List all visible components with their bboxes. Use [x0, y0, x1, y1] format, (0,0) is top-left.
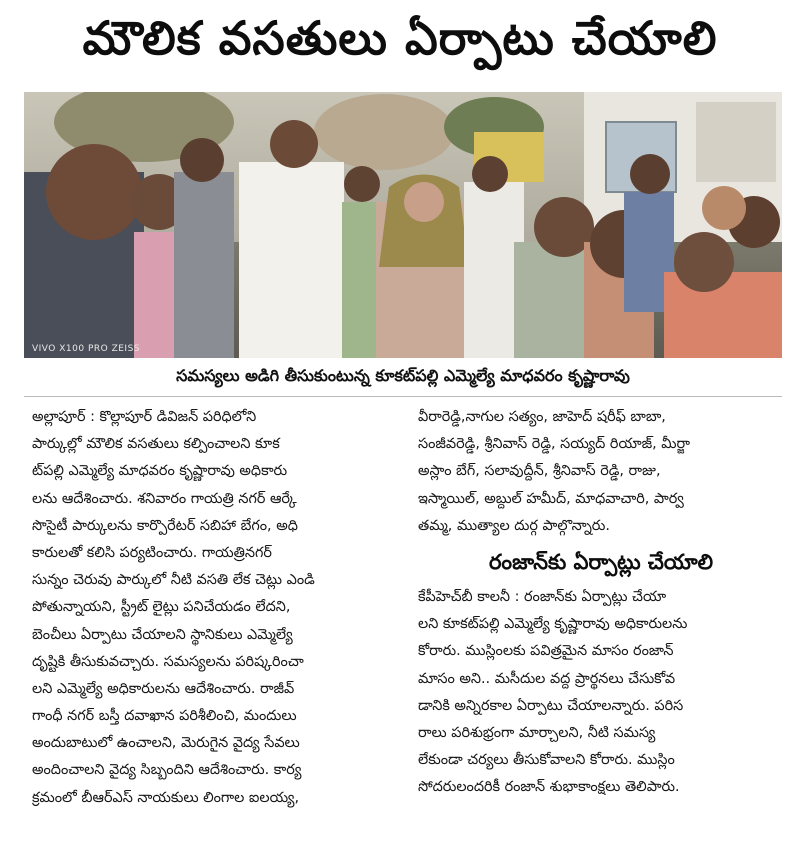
body-line: తమ్మ, ముత్యాల దుర్గ పాల్గొన్నారు.	[418, 517, 610, 534]
body-line: సోదరులందరికీ రంజాన్ శుభాకాంక్షలు తెలిపారు.	[418, 779, 680, 796]
body-line: దృష్టికి తీసుకువచ్చారు. సమస్యలను పరిష్కరించా	[32, 653, 304, 670]
body-line: కారులతో కలిసి పర్యటించారు. గాయత్రినగర్	[32, 544, 272, 561]
photo-watermark: VIVO X100 PRO ZEISS	[32, 344, 141, 354]
body-line: వీరారెడ్డి,నాగుల సత్యం, జాహెద్ షరీఫ్ బాబా,	[418, 409, 666, 425]
subheadline: రంజాన్‌కు ఏర్పాట్లు చేయాలి	[488, 549, 714, 574]
headline: మౌలిక వసతులు ఏర్పాటు చేయాలి	[82, 11, 718, 65]
body-line: క్రమంలో బీఆర్ఎస్ నాయకులు లింగాల ఐలయ్య,	[32, 789, 300, 806]
article-body-right-column	[418, 404, 784, 801]
body-line: అస్లాం బేగ్, సలావుద్దీన్, శ్రీనివాస్ రెడ్డి, రాజు,	[418, 463, 661, 480]
body-line: లను ఆదేశించారు. శనివారం గాయత్రి నగర్ ఆర్కే	[32, 490, 297, 507]
body-line: లేకుండా చర్యలు తీసుకోవాలని కోరారు. ముస్లిం	[418, 752, 675, 769]
body-line: అందుబాటులో ఉంచాలని, మెరుగైన వైద్య సేవలు	[32, 735, 300, 752]
body-line: బెంచీలు ఏర్పాటు చేయాలని స్థానికులు ఎమ్మెల్యే	[32, 626, 293, 643]
photo-caption: సమస్యలు అడిగి తీసుకుంటున్న కూకట్‌పల్లి ఎమ్మెల్యే మాధవరం కృష్ణారావు	[176, 365, 630, 385]
body-line: సున్నం చెరువు పార్కులో నీటి వసతి లేక చెట్లు ఎండి	[32, 572, 315, 589]
body-line: కేపీహెచ్‌బీ కాలనీ : రంజాన్‌కు ఏర్పాట్లు చేయా	[418, 588, 667, 605]
news-photo	[24, 92, 782, 358]
article-body-left-column	[32, 404, 398, 812]
body-line: ఇస్మాయిల్, అబ్దుల్ హమీద్, మాధవాచారి, పార్వ	[418, 490, 684, 507]
body-line: అల్లాపూర్ : కొల్లాపూర్ డివిజన్ పరిధిలోని	[32, 409, 257, 425]
body-line: పార్కుల్లో మౌలిక వసతులు కల్పించాలని కూక	[32, 436, 280, 453]
divider	[24, 396, 782, 397]
photo-illustration	[24, 92, 782, 358]
body-line: పోతున్నాయని, స్ట్రీట్ లైట్లు పనిచేయడం లేదని,	[32, 599, 291, 616]
body-line: లని ఎమ్మెల్యే అధికారులను ఆదేశించారు. రాజీవ్	[32, 680, 295, 697]
body-line: రాలు పరిశుభ్రంగా మార్చాలని, నీటి సమస్య	[418, 724, 656, 741]
body-line: ట్‌పల్లి ఎమ్మెల్యే మాధవరం కృష్ణారావు అధికారు	[32, 463, 288, 480]
body-line: సొసైటీ పార్కులను కార్పొరేటర్ సబిహా బేగం, అధి	[32, 517, 298, 534]
body-line: గాంధీ నగర్ బస్తీ దవాఖాన పరిశీలించి, మందులు	[32, 708, 297, 725]
body-line: కోరారు. ముస్లింలకు పవిత్రమైన మాసం రంజాన్	[418, 643, 674, 660]
body-line: సంజీవరెడ్డి, శ్రీనివాస్ రెడ్డి, సయ్యద్ రియాజ్, మీర్జా	[418, 436, 690, 453]
sub-article-body	[418, 584, 784, 802]
body-line: డానికి అన్నిరకాల ఏర్పాటు చేయాలన్నారు. పరిస	[418, 697, 684, 714]
body-line: మాసం అని.. మసీదుల వద్ద ప్రార్థనలు చేసుకోవ	[418, 670, 676, 687]
body-line: అందించాలని వైద్య సిబ్బందిని ఆదేశించారు. కార్య	[32, 762, 302, 779]
body-line: లని కూకట్‌పల్లి ఎమ్మెల్యే కృష్ణారావు అధికారులను	[418, 616, 688, 633]
